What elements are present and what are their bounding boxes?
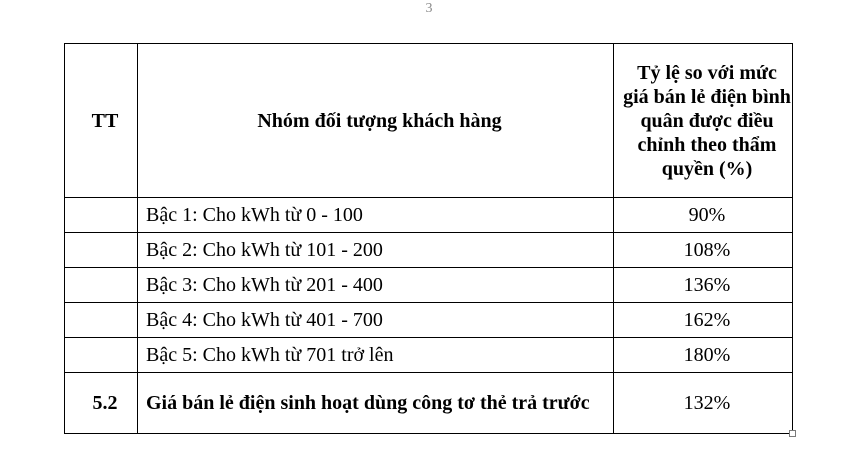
row-rate: 108% <box>614 233 793 268</box>
row-tt <box>65 233 138 268</box>
header-rate: Tỷ lệ so với mức giá bán lẻ điện bình quân được điều chỉnh theo thẩm quyền (%) <box>614 44 793 198</box>
table-row <box>65 268 793 303</box>
row-group: Bậc 5: Cho kWh từ 701 trở lên <box>138 338 614 373</box>
row-group: Bậc 1: Cho kWh từ 0 - 100 <box>138 198 614 233</box>
header-customer-group: Nhóm đối tượng khách hàng <box>138 44 614 198</box>
row-tt: 5.2 <box>65 373 138 434</box>
row-rate: 90% <box>614 198 793 233</box>
row-tt <box>65 338 138 373</box>
table-row <box>65 198 793 233</box>
row-rate: 180% <box>614 338 793 373</box>
table-row <box>65 233 793 268</box>
table-row <box>65 303 793 338</box>
row-group: Bậc 4: Cho kWh từ 401 - 700 <box>138 303 614 338</box>
row-tt <box>65 303 138 338</box>
table-row-prepaid <box>65 373 793 434</box>
row-group: Giá bán lẻ điện sinh hoạt dùng công tơ thẻ trả trước <box>138 373 614 434</box>
row-rate: 162% <box>614 303 793 338</box>
row-group: Bậc 2: Cho kWh từ 101 - 200 <box>138 233 614 268</box>
electricity-tariff-table <box>64 43 793 434</box>
row-rate: 136% <box>614 268 793 303</box>
table-header-row <box>65 44 793 198</box>
header-tt: TT <box>65 44 138 198</box>
table-row <box>65 338 793 373</box>
table-resize-handle[interactable] <box>789 430 796 437</box>
page-number: 3 <box>425 1 433 16</box>
row-tt <box>65 268 138 303</box>
row-tt <box>65 198 138 233</box>
row-rate: 132% <box>614 373 793 434</box>
row-group: Bậc 3: Cho kWh từ 201 - 400 <box>138 268 614 303</box>
